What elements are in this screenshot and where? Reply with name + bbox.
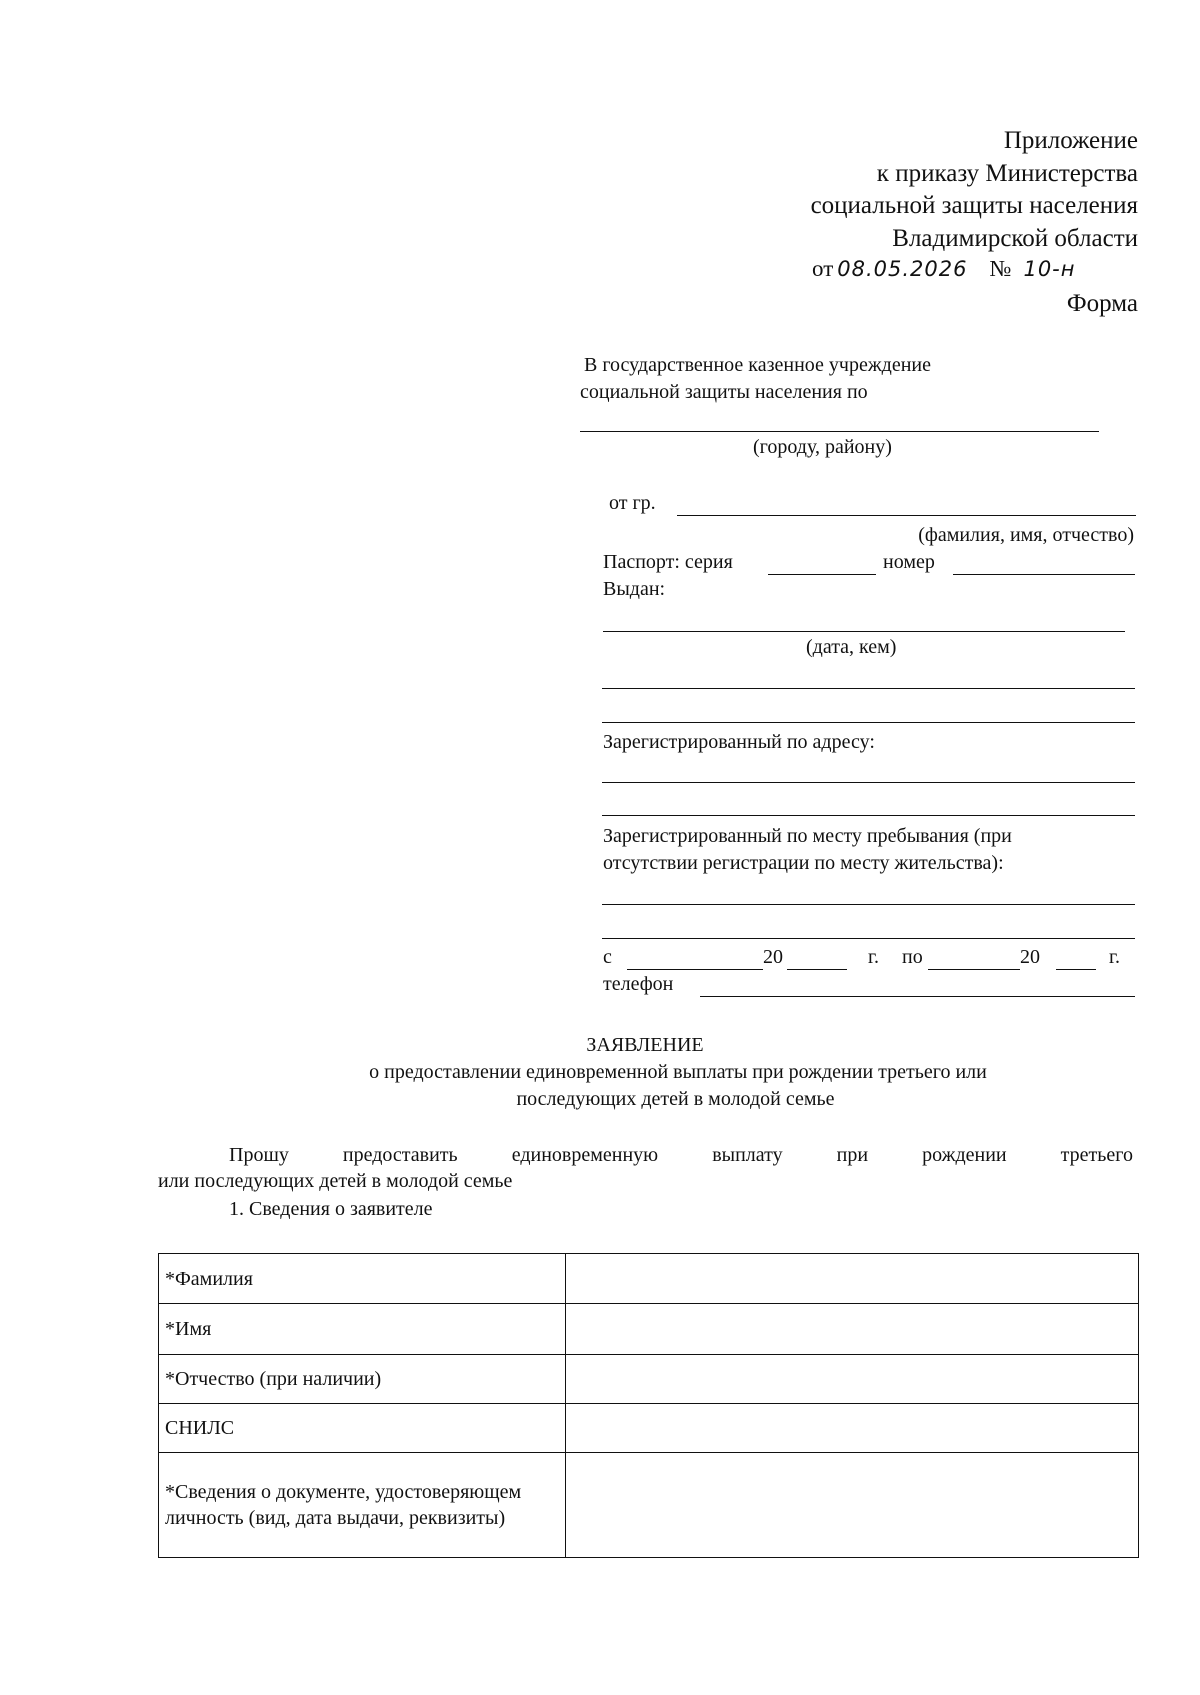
period-from-year-suffix: г. [868,946,879,968]
city-district-field-line [580,431,1099,432]
period-to-day-line [928,969,1020,970]
body-word: единовременную [511,1144,659,1166]
full-name-hint: (фамилия, имя, отчество) [918,524,1134,546]
body-word: Прошу [229,1144,289,1166]
stay-address-line-2 [602,938,1135,939]
from-citizen-label: от гр. [609,492,656,514]
applicant-info-table [158,1253,1139,1558]
full-name-field-line [677,515,1136,516]
surname-value-cell[interactable] [566,1254,1139,1304]
registered-address-line-1 [602,782,1135,783]
section-1-heading: 1. Сведения о заявителе [229,1198,433,1220]
statement-title: ЗАЯВЛЕНИЕ [586,1034,704,1056]
row-label-snils: СНИЛС [159,1404,566,1453]
body-word: рождении [922,1144,1007,1166]
passport-series-label: Паспорт: серия [603,551,733,573]
period-to-year-line [1056,969,1096,970]
passport-number-label: номер [883,551,935,573]
city-district-hint: (городу, району) [753,436,892,458]
appendix-ministry-line: социальной защиты населения [810,192,1138,219]
passport-series-field-line [768,574,876,575]
stay-address-line-1 [602,904,1135,905]
first-name-value-cell[interactable] [566,1304,1139,1355]
snils-value-cell[interactable] [566,1404,1139,1453]
body-word: при [836,1144,869,1166]
statement-subtitle-2: последующих детей в молодой семье [516,1088,835,1110]
phone-label: телефон [603,973,674,995]
period-to-label: по [902,946,923,968]
appendix-order-line: к приказу Министерства [876,160,1138,187]
statement-body-line-1 [229,1144,1133,1167]
appendix-region-line: Владимирской области [892,225,1138,252]
period-from-year-line [787,969,847,970]
patronymic-value-cell[interactable] [566,1355,1139,1404]
row-label-patronymic: *Отчество (при наличии) [159,1355,566,1404]
period-from-label: с [603,946,612,968]
issued-hint: (дата, кем) [806,636,897,658]
order-from-prefix: от [812,256,834,281]
table-row [159,1254,1139,1304]
issued-extra-line-2 [602,722,1135,723]
order-number-handwritten: 10-н [1023,257,1076,281]
registered-address-label: Зарегистрированный по адресу: [603,731,875,753]
stay-registration-label-1: Зарегистрированный по месту пребывания (при [603,825,1012,847]
table-row [159,1404,1139,1453]
table-row [159,1304,1139,1355]
order-number-sign: № [989,256,1012,281]
row-label-identity-document: *Сведения о документе, удостоверяющем личность (вид, дата выдачи, реквизиты) [159,1453,566,1558]
order-date-handwritten: 08.05.2026 [837,257,968,281]
period-to-year-suffix: г. [1109,946,1120,968]
form-label: Форма [1066,290,1138,317]
addressee-line-1: В государственное казенное учреждение [584,354,931,376]
identity-document-value-cell[interactable] [566,1453,1139,1558]
statement-subtitle-1: о предоставлении единовременной выплаты при рождении третьего или [369,1061,987,1083]
issued-field-line [603,631,1125,632]
addressee-line-2: социальной защиты населения по [580,381,868,403]
statement-body-line-2: или последующих детей в молодой семье [158,1170,513,1192]
table-row [159,1355,1139,1404]
table-row [159,1453,1139,1558]
phone-field-line [700,996,1135,997]
period-from-day-line [627,969,763,970]
appendix-title: Приложение [1003,127,1138,154]
passport-number-field-line [953,574,1135,575]
registered-address-line-2 [602,815,1135,816]
stay-registration-label-2: отсутствии регистрации по месту жительства): [603,852,1004,874]
period-to-year-prefix: 20 [1020,946,1040,968]
period-from-year-prefix: 20 [763,946,783,968]
body-word: выплату [712,1144,783,1166]
body-word: предоставить [342,1144,458,1166]
row-label-first-name: *Имя [159,1304,566,1355]
order-date-number-line [812,256,1075,290]
issued-extra-line-1 [602,688,1135,689]
issued-label: Выдан: [603,578,666,600]
body-word: третьего [1060,1144,1133,1166]
row-label-surname: *Фамилия [159,1254,566,1304]
